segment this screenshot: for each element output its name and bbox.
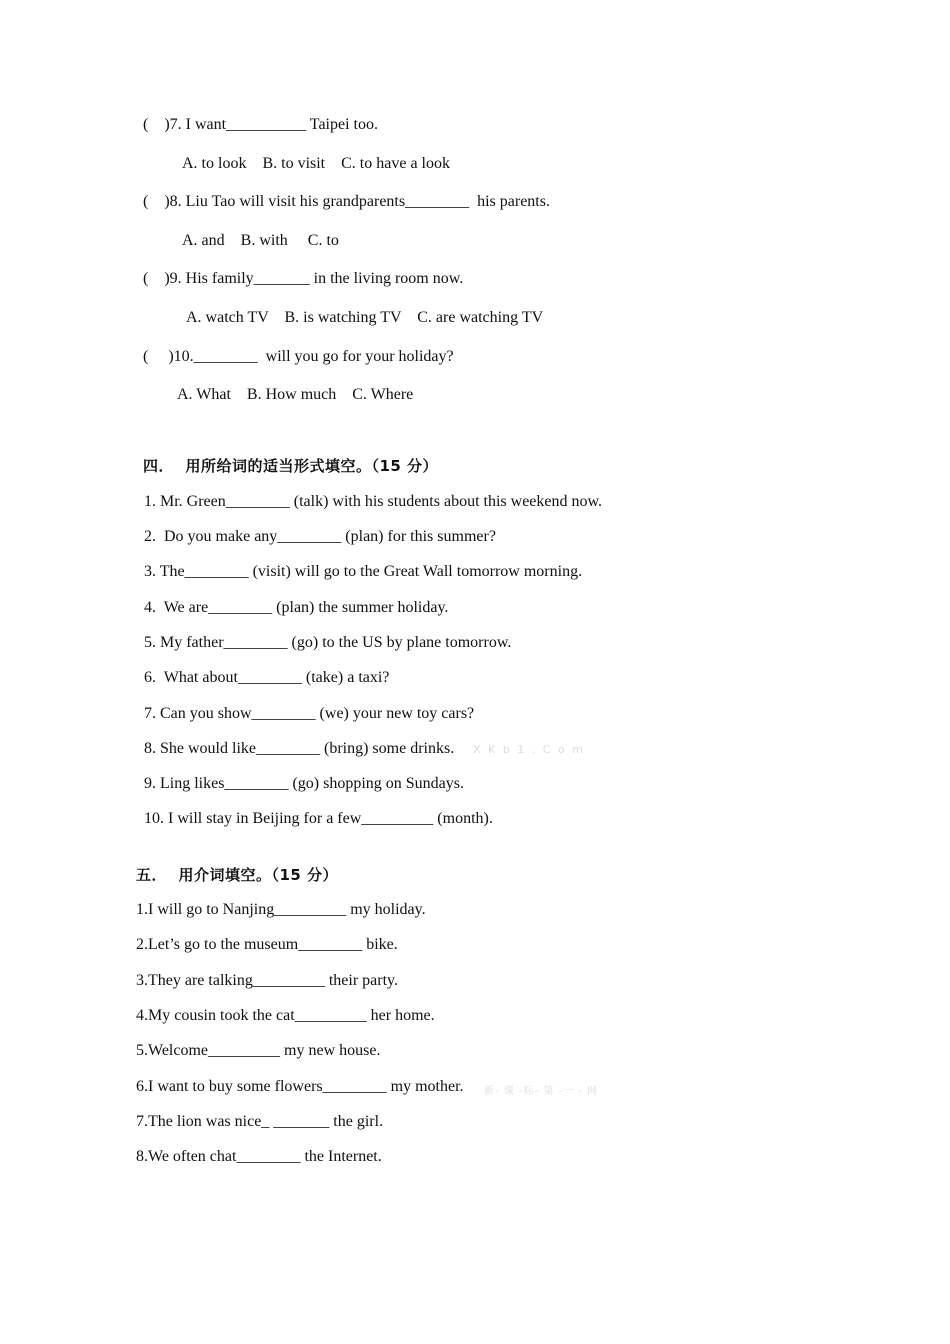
question-9-options: A. watch TV B. is watching TV C. are watching TV [186,309,544,326]
section-4-item-1: 1. Mr. Green________ (talk) with his students about this weekend now. [144,493,603,510]
question-10-options: A. What B. How much C. Where [177,386,414,403]
section-4-item-3: 3. The________ (visit) will go to the Great Wall tomorrow morning. [144,563,583,580]
question-8-options: A. and B. with C. to [182,232,339,249]
section-5-title: 五． 用介词填空。（15 分） [136,866,339,884]
section-4-item-4: 4. We are________ (plan) the summer holiday. [144,599,449,616]
section-5-item-8: 8.We often chat________ the Internet. [136,1148,382,1165]
question-10: ( )10.________ will you go for your holiday? [143,348,454,365]
section-5-item-2: 2.Let’s go to the museum________ bike. [136,936,398,953]
section-4-item-9: 9. Ling likes________ (go) shopping on Sundays. [144,775,464,792]
section-4-title: 四． 用所给词的适当形式填空。（15 分） [143,457,439,475]
section-5-item-4: 4.My cousin took the cat_________ her home. [136,1007,435,1024]
section-5-item-3: 3.They are talking_________ their party. [136,972,398,989]
question-7-options: A. to look B. to visit C. to have a look [182,155,450,172]
section-4-item-10: 10. I will stay in Beijing for a few_________ (month). [144,810,493,827]
section-4-item-7: 7. Can you show________ (we) your new toy cars? [144,705,475,722]
question-8: ( )8. Liu Tao will visit his grandparents________ his parents. [143,193,550,210]
watermark-1: X K b 1 . C o m [473,743,585,756]
question-9: ( )9. His family_______ in the living room now. [143,270,464,287]
section-4-item-5: 5. My father________ (go) to the US by plane tomorrow. [144,634,512,651]
question-7: ( )7. I want__________ Taipei too. [143,116,378,133]
watermark-2: 新- 课 -标- 第 -一 - 网 [484,1086,599,1097]
section-5-item-1: 1.I will go to Nanjing_________ my holiday. [136,901,426,918]
section-4-item-2: 2. Do you make any________ (plan) for this summer? [144,528,496,545]
section-4-item-6: 6. What about________ (take) a taxi? [144,669,390,686]
section-5-item-7: 7.The lion was nice_ _______ the girl. [136,1113,384,1130]
section-5-item-5: 5.Welcome_________ my new house. [136,1042,381,1059]
section-5-item-6: 6.I want to buy some flowers________ my mother. [136,1078,464,1095]
section-4-item-8: 8. She would like________ (bring) some drinks. [144,740,455,757]
